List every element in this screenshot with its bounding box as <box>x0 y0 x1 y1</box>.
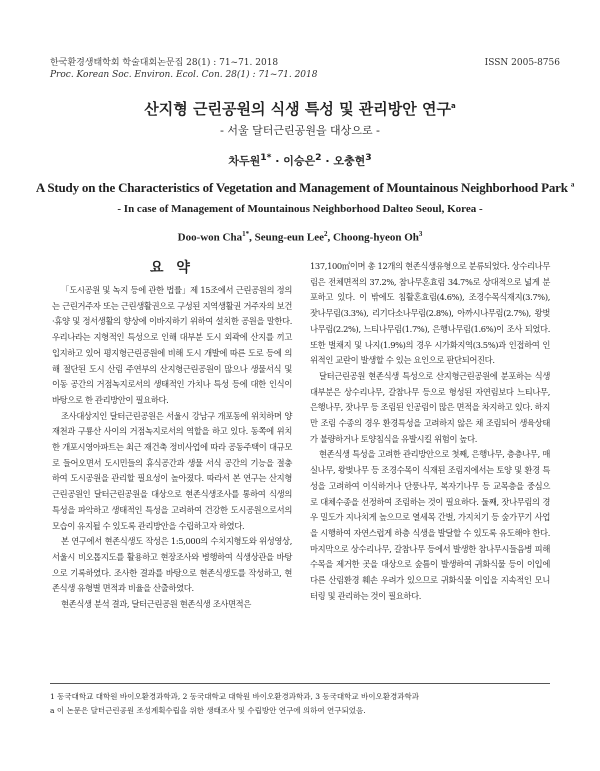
footnote-divider <box>50 683 550 684</box>
abstract-paragraph: 「도시공원 및 녹지 등에 관한 법률」제 15조에서 근린공원의 정의는 근린거주자 또는 근린생활권으로 구성된 지역생활권 거주자의 보건·휴양 및 정서생활의 향상에 이바지하기 위하여 설치한 공원을 말한다. 우리나라는 지형적인 특성으로 인해 대부분 도시 외곽에 산지를 끼고 입지하고 있어 평지형근린공원에 비해 도시 개발에 따른 도로 등에 의해 절단된 도시 산림 주연부의 산지형근린공원이 많으나 생물서식 및 이동 공간의 거점녹지로서의 생태적인 가치나 특성 등에 대한 인식이 바탕으로 한 관리방안이 필요하다. <box>52 285 292 405</box>
abstract-paragraph: 현존식생 특성을 고려한 관리방안으로 첫째, 은행나무, 층층나무, 매실나무, 왕벚나무 등 조경수목이 식재된 조림지에서는 토양 및 환경 특성을 고려하여 이식하거나 단풍나무, 복자기나무 등 교목층을 중심으로 대체수종을 선정하여 조림하는 것이 필요하다. 둘째, 잣나무림의 경우 밀도가 지나치게 높으므로 열세목 간벌, 가지치기 등 숲가꾸기 사업을 시행하여 자연스럽게 하층 식생을 발달할 수 있도록 유도해야 한다. 마지막으로 상수리나무, 갈참나무 등에서 발생한 참나무시들음병 피해 수목을 제거한 곳을 대상으로 숲틈이 발생하여 귀화식물 등이 이입에 다른 산림환경 훼손 우려가 있으므로 귀화식물 이입을 지속적인 모니터링 및 관리하는 것이 필요하다. <box>310 449 550 601</box>
author-separator: , <box>327 231 333 244</box>
abstract-paragraph: 조사대상지인 달터근린공원은 서울시 강남구 개포동에 위치하며 양재천과 구룡산 사이의 거점녹지로서의 역할을 하고 있다. 동쪽에 위치한 개포시영아파트는 최근 재건축 정비사업에 따라 공동주택이 대규모로 들어오면서 도시민들의 휴식공간과 생물 서식 공간의 기능을 절충하여 도시공원을 관리할 필요성이 높아졌다. 따라서 본 연구는 산지형 근린공원인 달터근린공원을 대상으로 현존식생조사를 통하여 식생의 특성을 파악하고 생태적인 특성을 고려하여 건강한 도시공원으로서의 모습이 유지될 수 있도록 관리방안을 수립하고자 하였다. <box>52 410 292 531</box>
abstract-column-left <box>52 283 292 613</box>
author-list-en <box>40 230 560 244</box>
running-header <box>50 57 370 81</box>
title-en-footnote-mark: a <box>570 180 575 189</box>
abstract-paragraph: 본 연구에서 현존식생도 작성은 1:5,000의 수치지형도와 위성영상, 서울시 비오톱지도를 활용하고 현장조사와 병행하여 식생상관을 바탕으로 기록하였다. 조사한 결과를 바탕으로 현존식생도를 작성하고, 현존식생 유형별 면적과 비율을 산출하였다. <box>52 536 292 594</box>
author-name: Doo-won Cha <box>177 231 243 244</box>
author-name: 차두원 <box>228 154 261 168</box>
author-name: Choong-hyeon Oh <box>332 231 419 244</box>
author-separator: , <box>249 231 255 244</box>
abstract-paragraph: 현존식생 분석 결과, 달터근린공원 현존식생 조사면적은 <box>61 599 252 610</box>
abstract-heading: 요 약 <box>150 260 194 276</box>
author-separator: · <box>271 154 284 168</box>
author-list-ko <box>40 152 560 169</box>
paper-title-ko <box>40 98 560 119</box>
author-name: Seung-eun Lee <box>254 231 324 244</box>
footnote-funding: a 이 논문은 달터근린공원 조성계획수립을 위한 생태조사 및 수립방안 연구에 의하여 연구되었음. <box>50 706 366 715</box>
author-name: 오충현 <box>333 154 366 168</box>
abstract-paragraph: 137,100㎡이며 총 12개의 현존식생유형으로 분류되었다. 상수리나무림은 전체면적의 37.2%, 참나무혼효림 34.7%로 상대적으로 넓게 분포하고 있다. 이 밖에도 침활혼효림(4.6%), 조경수목식재지(3.7%), 잣나무림(3.3%), 리기다소나무림(2.8%), 아까시나무림(2.7%), 왕벚나무림(2.2%), 느티나무림(1.7%), 은행나무림(1.6%)이 조사 되었다. 또한 벌채지 및 나지(1.9%)의 경우 시가화지역(3.5%)과 인접하여 인위적인 교란이 발생할 수 있는 요인으로 판단되어진다. <box>310 261 550 366</box>
author-separator: · <box>321 154 334 168</box>
journal-citation-en: Proc. Korean Soc. Environ. Ecol. Con. 28(1) : 71~71. 2018 <box>50 70 318 80</box>
title-ko-footnote-mark: a <box>450 102 456 110</box>
journal-citation-ko: 한국환경생태학회 학술대회논문집 28(1) : 71~71. 2018 <box>50 58 279 68</box>
issn: ISSN 2005-8756 <box>484 58 560 68</box>
paper-subtitle-en: - In case of Management of Mountainous Neighborhood Dalteo Seoul, Korea - <box>117 203 483 215</box>
paper-subtitle-ko: - 서울 달터근린공원을 대상으로 - <box>219 124 381 137</box>
author-affiliation-mark: 2 <box>315 152 322 163</box>
author-affiliation-mark: 1* <box>260 152 272 163</box>
author-affiliation-mark: 2 <box>323 230 328 238</box>
abstract-paragraph: 달터근린공원 현존식생 특성으로 산지형근린공원에 분포하는 식생 대부분은 상수리나무, 갈참나무 등으로 형성된 자연림보다 느티나무, 은행나무, 잣나무 등 조림된 인공림이 많은 면적을 차지하고 있다. 하지만 조림 수종의 경우 환경특성을 고려하지 않은 채 조림되어 생육상태가 불량하거나 토양침식을 유발시킬 위험이 높다. <box>310 370 550 444</box>
author-name: 이승은 <box>283 154 316 168</box>
abstract-column-right <box>310 259 550 604</box>
title-ko-text: 산지형 근린공원의 식생 특성 및 관리방안 연구 <box>144 100 451 118</box>
footnote-affiliations: 1 동국대학교 대학원 바이오환경과학과, 2 동국대학교 대학원 바이오환경과학과, 3 동국대학교 바이오환경과학과 <box>50 692 419 701</box>
paper-title-en <box>25 180 585 196</box>
author-affiliation-mark: 3 <box>365 152 372 163</box>
title-en-text: A Study on the Characteristics of Vegetation and Management of Mountainous Neighborhood Park <box>35 180 568 195</box>
author-affiliation-mark: 1* <box>242 230 250 238</box>
author-affiliation-mark: 3 <box>418 230 423 238</box>
